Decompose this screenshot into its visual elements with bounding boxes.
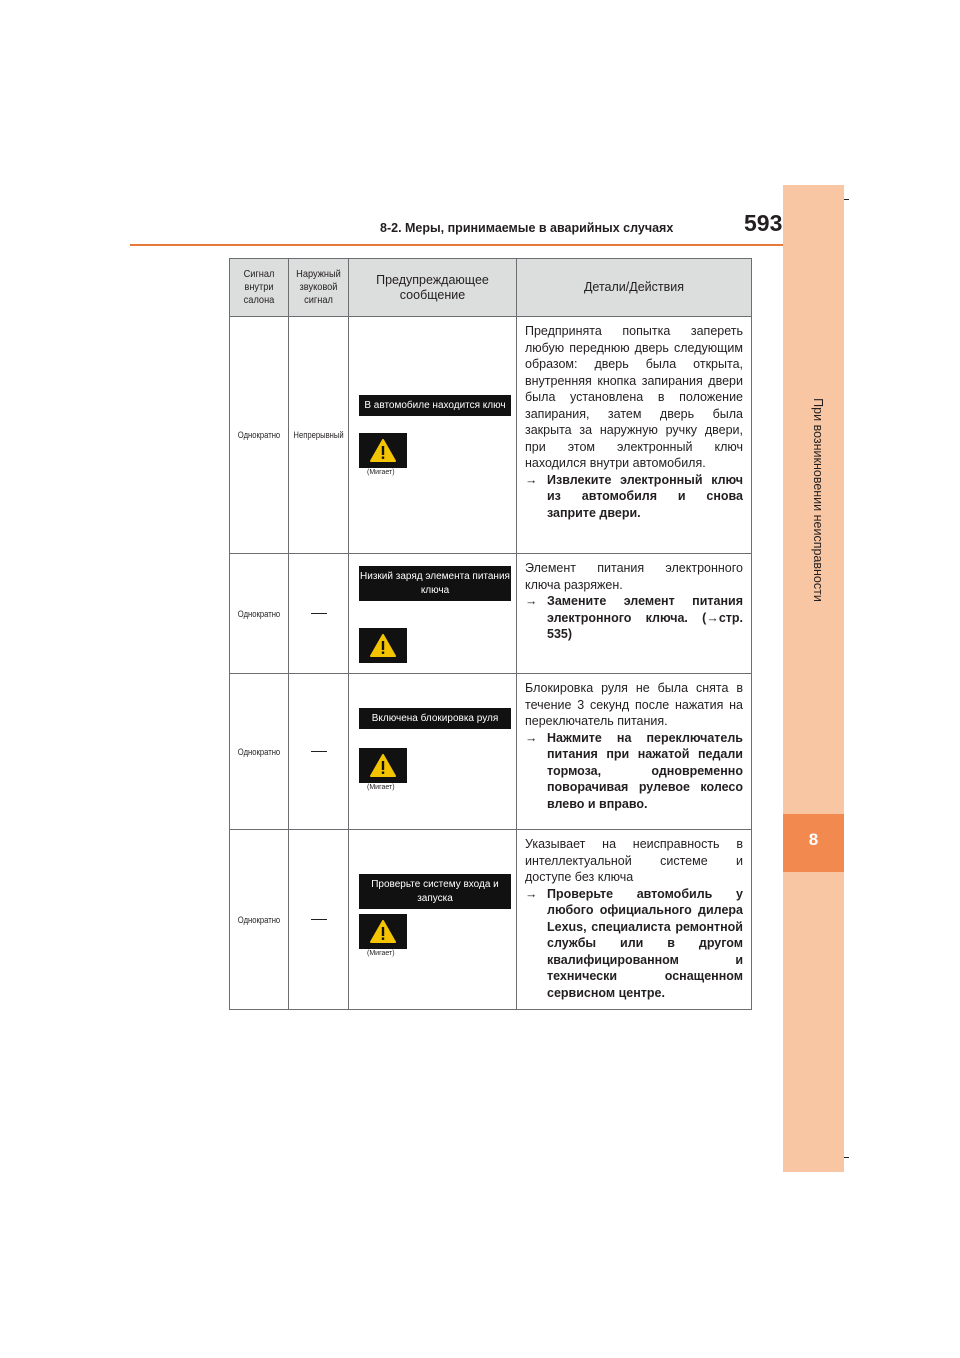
warning-display-message: Низкий заряд элемента питания ключа bbox=[359, 566, 511, 601]
chapter-number: 8 bbox=[808, 830, 819, 849]
details-cell bbox=[517, 830, 752, 1010]
warning-display-message: Включена блокировка руля bbox=[359, 708, 511, 729]
warning-display-message: Проверьте систему входа и запуска bbox=[359, 874, 511, 909]
action-item bbox=[525, 472, 743, 522]
table-row bbox=[230, 317, 752, 554]
header-exterior-signal: Наружный звуковой сигнал bbox=[289, 259, 349, 317]
warning-icon bbox=[359, 914, 407, 949]
exterior-signal-cell bbox=[289, 830, 349, 1010]
side-tab-label: При возникновении неисправности bbox=[811, 398, 825, 602]
dash-mark bbox=[311, 751, 327, 752]
interior-signal-cell: Однократно bbox=[230, 317, 289, 554]
header-rule bbox=[130, 244, 783, 246]
warning-table bbox=[229, 258, 752, 1010]
action-item bbox=[525, 593, 743, 643]
action-item bbox=[525, 730, 743, 813]
blink-note: (Мигает) bbox=[367, 784, 395, 791]
arrow-icon: → bbox=[525, 886, 538, 901]
message-cell bbox=[349, 674, 517, 830]
header-warning-message: Предупреждающее сообщение bbox=[349, 259, 517, 317]
details-text: Элемент питания электронного ключа разряжен. bbox=[525, 561, 743, 592]
details-text: Предпринята попытка запереть любую переднюю дверь следующим образом: дверь была открыта, внутренняя кнопка запирания двери была установлена в положение запирания, затем дверь была закрыта за наружную ручку двери, при этом электронный ключ находился внутри автомобиля. bbox=[525, 324, 743, 470]
arrow-icon: → bbox=[525, 730, 538, 745]
table-row bbox=[230, 674, 752, 830]
action-text: Проверьте автомобиль у любого официального дилера Lexus, специалиста ремонтной службы или в другом квалифицированном и технически оснащенном сервисном центре. bbox=[547, 886, 743, 1000]
table-row bbox=[230, 554, 752, 674]
details-text: Указывает на неисправность в интеллектуальной системе и доступе без ключа bbox=[525, 837, 743, 884]
side-tab bbox=[783, 185, 844, 1172]
dash-mark bbox=[311, 919, 327, 920]
action-text: Замените элемент питания электронного ключа. (→стр. 535) bbox=[547, 594, 743, 641]
interior-signal-cell: Однократно bbox=[230, 674, 289, 830]
header-details-actions: Детали/Действия bbox=[517, 259, 752, 317]
exterior-signal-cell bbox=[289, 554, 349, 674]
table-row bbox=[230, 830, 752, 1010]
action-text: Извлеките электронный ключ из автомобиля и снова заприте двери. bbox=[547, 472, 743, 520]
warning-icon bbox=[359, 433, 407, 468]
section-title: 8-2. Меры, принимаемые в аварийных случаях bbox=[380, 221, 674, 235]
dash-mark bbox=[311, 613, 327, 614]
interior-signal-cell: Однократно bbox=[230, 554, 289, 674]
message-cell bbox=[349, 830, 517, 1010]
details-text: Блокировка руля не была снята в течение 3 секунд после нажатия на переключатель питания. bbox=[525, 681, 743, 728]
action-text: Нажмите на переключатель питания при нажатой педали тормоза, одновременно поворачивая рулевое колесо влево и вправо. bbox=[547, 730, 743, 811]
header-interior-signal: Сигнал внутри салона bbox=[230, 259, 289, 317]
exterior-signal-cell bbox=[289, 674, 349, 830]
page-number: 593 bbox=[744, 210, 783, 236]
warning-icon bbox=[359, 748, 407, 783]
action-item bbox=[525, 886, 743, 1002]
warning-icon bbox=[359, 628, 407, 663]
interior-signal-cell: Однократно bbox=[230, 830, 289, 1010]
message-cell bbox=[349, 317, 517, 554]
exterior-signal-cell: Непрерывный bbox=[289, 317, 349, 554]
arrow-icon: → bbox=[525, 472, 538, 487]
warning-display-message: В автомобиле находится ключ bbox=[359, 395, 511, 416]
chapter-tab[interactable] bbox=[783, 814, 844, 872]
blink-note: (Мигает) bbox=[367, 950, 395, 957]
details-cell bbox=[517, 554, 752, 674]
table-header-row bbox=[230, 259, 752, 317]
arrow-icon: → bbox=[525, 594, 538, 608]
blink-note: (Мигает) bbox=[367, 469, 395, 476]
details-cell bbox=[517, 317, 752, 554]
details-cell bbox=[517, 674, 752, 830]
message-cell bbox=[349, 554, 517, 674]
